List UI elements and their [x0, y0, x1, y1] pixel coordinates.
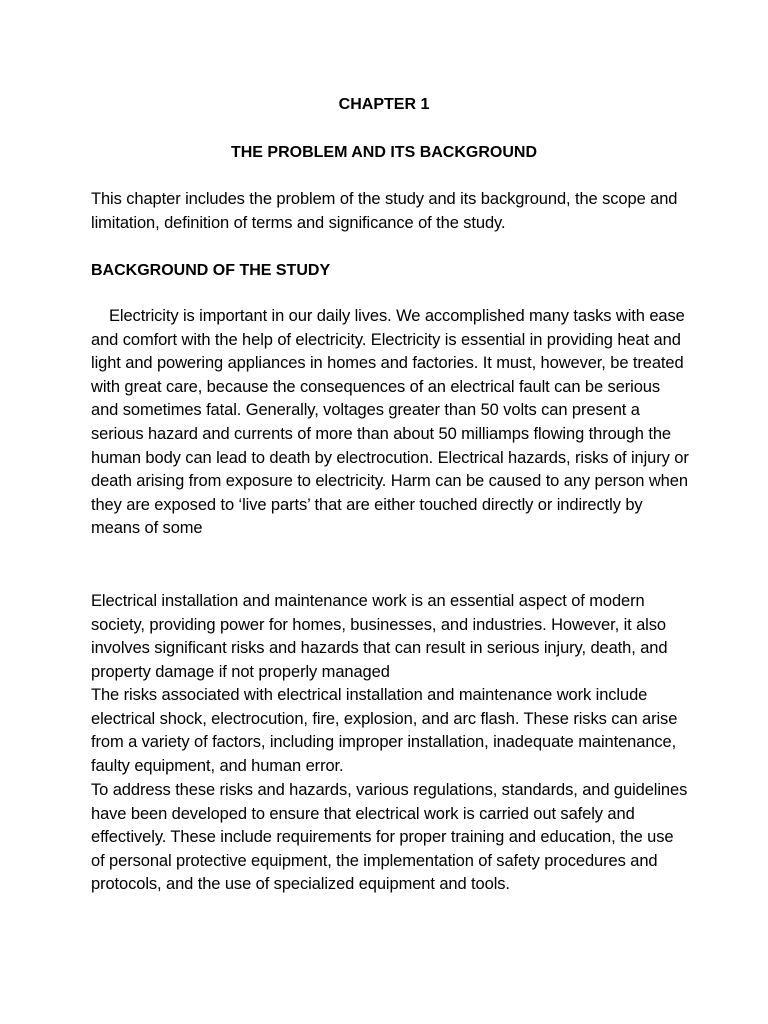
section-heading: BACKGROUND OF THE STUDY — [91, 262, 331, 279]
chapter-label: CHAPTER 1 — [338, 96, 430, 113]
body-paragraph-2: Electrical installation and maintenance work is an essential aspect of modern society, providing power for homes, businesses, and industries. However, it also involves significant risks and hazards that can result in serious injury, death, and property damage if not properly managed — [91, 592, 668, 681]
body-paragraph-4: To address these risks and hazards, various regulations, standards, and guidelines have been developed to ensure that electrical work is carried out safely and effectively. These include requirements for proper training and education, the use of personal protective equipment, the implementation of safety procedures and protocols, and the use of specialized equipment and tools. — [91, 781, 688, 894]
body-paragraph-3: The risks associated with electrical installation and maintenance work include electrical shock, electrocution, fire, explosion, and arc flash. These risks can arise from a variety of factors, including improper installation, inadequate maintenance, faulty equipment, and human error. — [91, 686, 678, 775]
body-paragraph-1: Electricity is important in our daily lives. We accomplished many tasks with ease and comfort with the help of electricity. Electricity is essential in providing heat and light and powering appliances in homes and factories. It must, however, be treated with great care, because the consequences of an electrical fault can be serious and sometimes fatal. Generally, voltages greater than 50 volts can present a serious hazard and currents of more than about 50 milliamps flowing through the human body can lead to death by electrocution. Electrical hazards, risks of injury or death arising from exposure to electricity. Harm can be caused to any person when they are exposed to ‘live parts’ that are either touched directly or indirectly by means of some — [91, 307, 689, 538]
intro-paragraph: This chapter includes the problem of the study and its background, the scope and limitation, definition of terms and significance of the study. — [91, 190, 678, 232]
chapter-title: THE PROBLEM AND ITS BACKGROUND — [230, 144, 538, 161]
